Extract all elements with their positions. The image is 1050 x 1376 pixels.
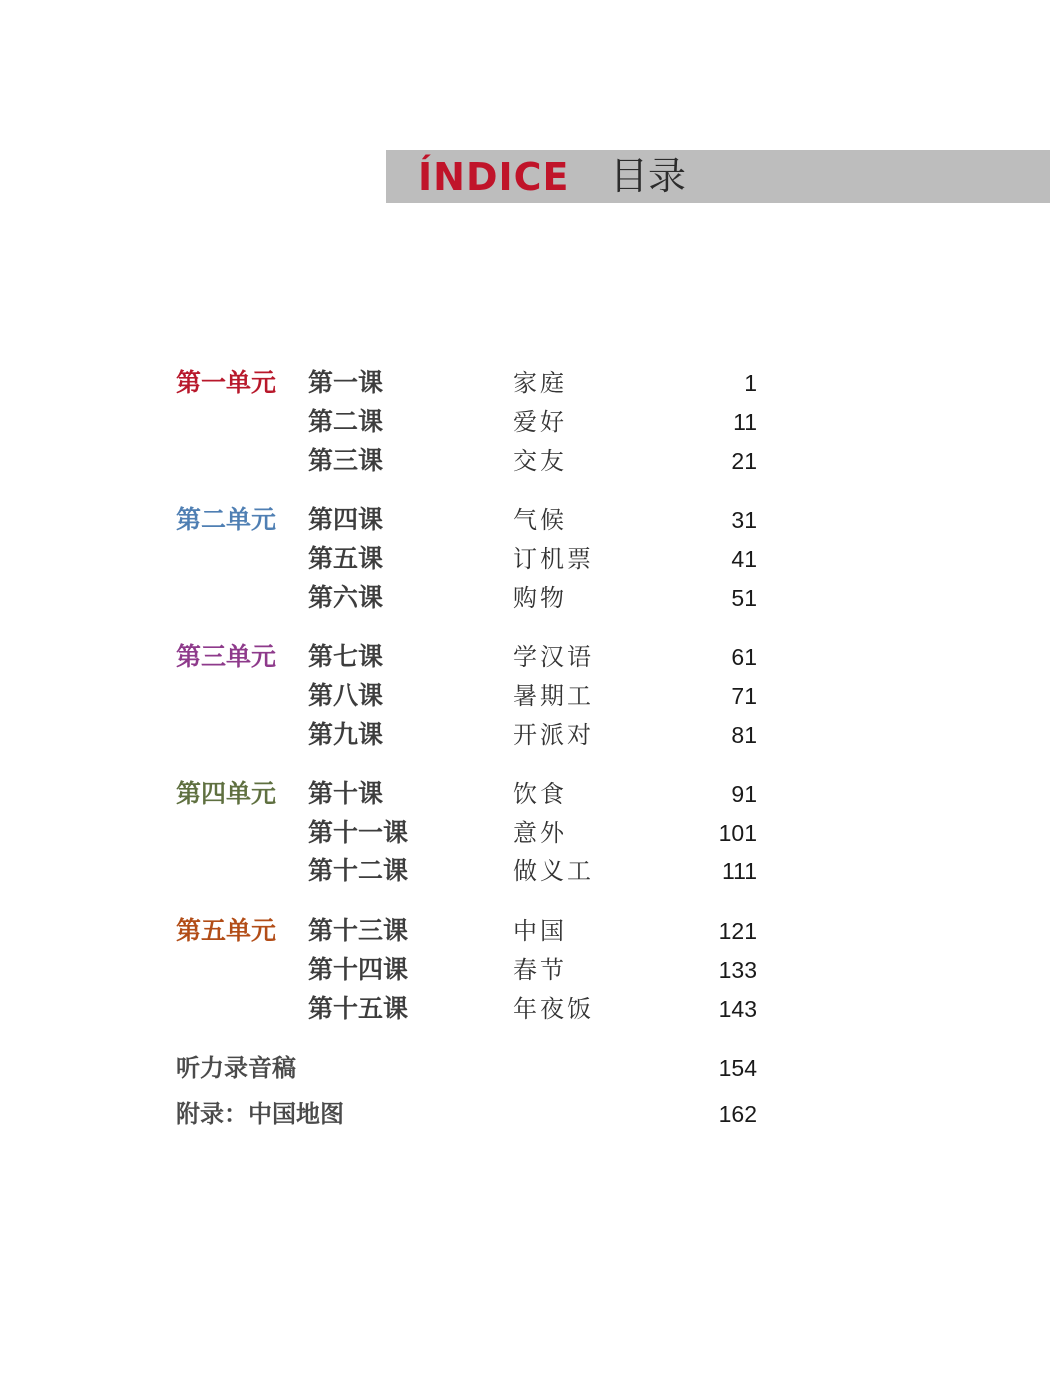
lesson-number: 第十一课 — [308, 818, 409, 847]
toc-row-transcripts[interactable] — [0, 1050, 1050, 1086]
lesson-number: 第一课 — [308, 368, 384, 397]
lesson-number: 第六课 — [308, 583, 384, 612]
lesson-number: 第四课 — [308, 505, 384, 534]
lesson-number: 第二课 — [308, 407, 384, 436]
header-title-zh: 目录 — [610, 154, 687, 198]
lesson-title: 气候 — [513, 506, 567, 534]
toc-row[interactable] — [0, 580, 1050, 616]
header-title-es: ÍNDICE — [418, 155, 570, 199]
page-number: 31 — [731, 507, 757, 533]
page-number: 162 — [718, 1101, 757, 1127]
lesson-number: 第三课 — [308, 446, 384, 475]
lesson-title: 开派对 — [513, 721, 594, 749]
page-number: 154 — [718, 1055, 757, 1081]
lesson-number: 第十四课 — [308, 955, 409, 984]
page-number: 143 — [718, 996, 757, 1022]
unit-label: 第二单元 — [176, 505, 277, 534]
page-number: 81 — [731, 722, 757, 748]
page-number: 21 — [731, 448, 757, 474]
extra-label: 附录：中国地图 — [176, 1100, 344, 1128]
lesson-title: 爱好 — [513, 408, 567, 436]
toc-row[interactable] — [0, 365, 1050, 401]
toc-row[interactable] — [0, 991, 1050, 1027]
page-number: 121 — [718, 918, 757, 944]
page-number: 61 — [731, 644, 757, 670]
toc-row[interactable] — [0, 678, 1050, 714]
page-number: 51 — [731, 585, 757, 611]
lesson-title: 中国 — [513, 917, 567, 945]
lesson-title: 家庭 — [513, 369, 567, 397]
lesson-title: 意外 — [513, 819, 567, 847]
toc-row[interactable] — [0, 541, 1050, 577]
page-number: 41 — [731, 546, 757, 572]
lesson-title: 春节 — [513, 956, 567, 984]
page-number: 71 — [731, 683, 757, 709]
lesson-title: 年夜饭 — [513, 995, 594, 1023]
lesson-title: 暑期工 — [513, 682, 594, 710]
lesson-title: 饮食 — [513, 780, 567, 808]
toc-row[interactable] — [0, 952, 1050, 988]
toc-row[interactable] — [0, 717, 1050, 753]
toc-row[interactable] — [0, 502, 1050, 538]
toc-row[interactable] — [0, 404, 1050, 440]
unit-label: 第三单元 — [176, 642, 277, 671]
lesson-number: 第八课 — [308, 681, 384, 710]
page-number: 1 — [744, 370, 757, 396]
page-number: 111 — [722, 858, 757, 884]
lesson-number: 第五课 — [308, 544, 384, 573]
page-number: 11 — [733, 409, 757, 435]
toc-row[interactable] — [0, 913, 1050, 949]
lesson-title: 购物 — [513, 584, 567, 612]
page-number: 91 — [731, 781, 757, 807]
toc-row-appendix[interactable] — [0, 1096, 1050, 1132]
lesson-number: 第十五课 — [308, 994, 409, 1023]
unit-label: 第四单元 — [176, 779, 277, 808]
lesson-title: 做义工 — [513, 857, 594, 885]
lesson-title: 交友 — [513, 447, 567, 475]
lesson-number: 第十三课 — [308, 916, 409, 945]
lesson-number: 第九课 — [308, 720, 384, 749]
toc-row[interactable] — [0, 443, 1050, 479]
unit-label: 第一单元 — [176, 368, 277, 397]
toc-row[interactable] — [0, 776, 1050, 812]
lesson-number: 第七课 — [308, 642, 384, 671]
toc-row[interactable] — [0, 639, 1050, 675]
page-number: 133 — [718, 957, 757, 983]
toc-row[interactable] — [0, 853, 1050, 889]
lesson-title: 订机票 — [513, 545, 594, 573]
lesson-number: 第十二课 — [308, 856, 409, 885]
lesson-number: 第十课 — [308, 779, 384, 808]
extra-label: 听力录音稿 — [176, 1054, 296, 1082]
unit-label: 第五单元 — [176, 916, 277, 945]
lesson-title: 学汉语 — [513, 643, 594, 671]
page-number: 101 — [718, 820, 757, 846]
toc-row[interactable] — [0, 815, 1050, 851]
